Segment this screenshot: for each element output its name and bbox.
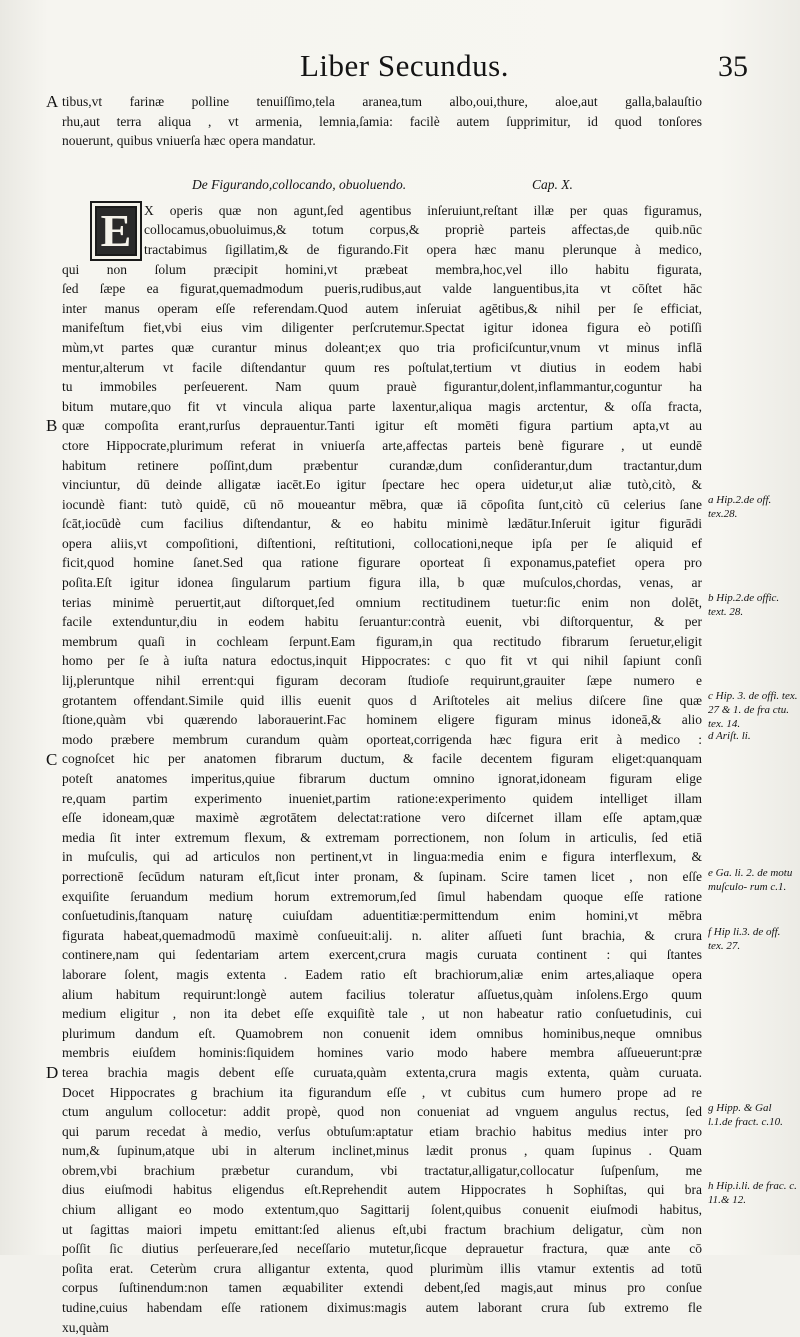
body-line: lij,pleruntque nihil errent:qui figuram decoram ſtudioſe requirunt,grauiter ſæpe numero e (62, 673, 702, 689)
chapter-heading (62, 175, 702, 201)
body-line: collocamus,obuoluimus,& totum corpus,& propriè parteis affectas,de quib.nūc (144, 222, 702, 238)
body-line: quæ compoſita erant,rurſus deprauentur.Tanti igitur eſt momēti figura partium apta,vt au (62, 418, 702, 434)
main-text-column (46, 92, 702, 1337)
body-line: mentur,alterum vt facile diſtendantur quum res poſtulat,tertium vt diutius in eodem habi (62, 359, 702, 375)
margin-note-h: h Hip.i.li. de frac. c. 11.& 12. (708, 1180, 797, 1207)
chapter-body (46, 201, 702, 1337)
section-letter-c: C (46, 749, 58, 769)
body-line: opera aliis,vt compoſitioni, diſtentioni, reſtitutioni, collocationi,neque ipſa per ſe aliquid ef (62, 535, 702, 551)
body-line: conſuetudinis,ſtanquam naturę cuiuſdam aduentitiæ:permittendum enim homini,vt mēbra (62, 908, 702, 924)
show-through-text (745, 96, 800, 256)
body-line: membrum quaſi in cochleam ſerpunt.Eam figuram,in qua rectitudo fibrarum ſeruetur,eligit (62, 633, 702, 649)
margin-note-f: f Hip li.3. de off. tex. 27. (708, 925, 781, 952)
body-line: exquiſite ſeruandum medium horum extremorum,ſed ſimul habendam quoque eſſe ratione (62, 888, 702, 904)
body-line: medium eligitur , non ita debet eſſe exquiſitè tale , ut non habeatur ratio conſuetudinis, cui (62, 1006, 702, 1022)
body-line: iocundè fiant: tutò quidē, cū nō moueantur mēbra, quæ iā cōpoſita ſunt,citò cū celerius ſane (62, 496, 702, 512)
drop-cap: E (90, 201, 142, 261)
body-line: X operis quæ non agunt,ſed agentibus inſeruiunt,reſtant illæ per quas figuramus, (144, 202, 702, 218)
body-line: media ſit inter extremum flexum, & extremam porrectionem, non ſolum in articulis, ſed etiā (62, 829, 702, 845)
body-line: in muſculis, qui ad articulos non pertinent,vt in lingua:media enim e figura interflexum, & (62, 849, 702, 865)
body-line: poſita.Eſt igitur idonea ſingularum partium figura illa, b quæ muſculos,chordas, venas, ar (62, 575, 702, 591)
body-line: terea brachia magis debent eſſe curuata,quàm extenta,crura magis extenta, quàm curuata. (62, 1064, 702, 1080)
body-line: porrectionē ſecūdum naturam eſt,ſicut inter pronam, & ſupinam. Scire tamen licet , non eſſe (62, 868, 702, 884)
body-line: facile extenduntur,diu in eodem habitu ſeruantur:contrà euenit, vbi diſtorquentur, & per (62, 614, 702, 630)
body-line: manifeſtum fiet,vbi eius vim diligenter perſcrutemur.Spectat igitur idonea figura eò potiſſi (62, 320, 702, 336)
margin-note-e: e Ga. li. 2. de motu muſculo- rum c.1. (708, 866, 793, 893)
body-line: corpus ſuſtinendum:non tamen æquabiliter extendi debent,ſed magis,aut minus pro conſue (62, 1280, 702, 1296)
body-line: mùm,vt partes quæ curantur minus doleant;ex quo tria proficiſcuntur,vnum vt minus inflā (62, 339, 702, 355)
page-header (0, 48, 800, 88)
body-line: plurimum dandum eſt. Quamobrem non conuenit idem omnibus hominibus,neque omnibus (62, 1025, 702, 1041)
body-line: homo per ſe à iuſta natura edoctus,inquit Hippocrates: c quo fit vt qui nihil ſapiunt conſi (62, 653, 702, 669)
margin-note-g: g Hipp. & Gal l.1.de fract. c.10. (708, 1102, 783, 1128)
margin-note-c: c Hip. 3. de offi. tex. 27 & 1. de fra ctu. tex. 14. (708, 690, 798, 731)
body-line: figurata habeat,quemadmodū maximè conſueuit:alij. n. aliter aſſueti ſunt brachia, & crura (62, 927, 702, 943)
body-line: tu immobiles perſeuerent. Nam quum prauè figurantur,dolent,inflammantur,coguntur ha (62, 379, 702, 395)
body-line: continere,nam qui ſedentariam artem exercent,crura magis curuata continent : qui ſtantes (62, 947, 702, 963)
body-line: inter manus operam eſſe referendam.Quod autem inſeruiat agētibus,& nihil per ſe efficiat, (62, 300, 702, 316)
page-number: 35 (718, 50, 748, 83)
body-line: ctum angulum collocetur: addit propè, quod non conueniat ad vnguem angulus rectus, ſed (62, 1104, 702, 1120)
body-line: ficit,quod homine ſanet.Sed qua ratione figurare oporteat ſi exponamus,patefiet opera pro (62, 555, 702, 571)
chapter-number: Cap. X. (532, 176, 573, 192)
body-line: grotantem offendant.Simile quid illis euenit quos d Ariſtoteles ait melius diſcere ſine quæ (62, 692, 702, 708)
body-line: num,& ſupinum,atque ubi in alterum inclinet,minus lædit pronus , quam ſupinus . Quam (62, 1143, 702, 1159)
section-letter-a: A (46, 92, 59, 111)
body-line: re,quam partim experimento inueniet,partim ratione:experimento quidem intelliget illam (62, 790, 702, 806)
section-letter-b: B (46, 416, 58, 436)
body-line: xu,quàm (62, 1319, 109, 1335)
margin-note-b: b Hip.2.de offic. text. 28. (708, 592, 780, 619)
body-line: chium alligant eo modo extentum,quo Sagittarij ſolent,quibus conuenit eiuſmodi habitus, (62, 1202, 702, 1218)
body-line: Docet Hippocrates g brachium ita figurandum eſſe , vt cubitus cum humero prope ad re (62, 1084, 702, 1100)
body-line: obrem,vbi brachium præbetur curandum, vbi tractatur,alligatur,collocatur ſuſpenſum, me (62, 1162, 702, 1178)
body-line: habitum retinere poſſint,dum præbentur curandæ,dum conſiderantur,dum tractantur,dum (62, 457, 702, 473)
chapter-title: De Figurando,collocando, obuoluendo. (192, 176, 407, 192)
body-line: terias minimè peruertit,aut diſtorquet,ſed omnium rectitudinem tuetur:ſic enim non dolēt, (62, 594, 702, 610)
body-line: ſcāt,iocūdè cum facilius diſtendantur, & eo habitu minimè lædātur.Inſeruit igitur figurādi (62, 516, 702, 532)
body-line: membris eiuſdem hominis:ſiquidem homines vario modo habere membra aſſueuerunt:præ (62, 1045, 702, 1061)
body-line: modo præbere membrum curandum quàm oporteat,corrigenda hæc figura erit à medico : (62, 731, 702, 747)
body-line: tudine,cuius habendam eſſe rationem diximus:magis autem laborant crura ſub extremo fle (62, 1300, 702, 1316)
body-line: tractabimus ſigillatim,& de figurando.Fit opera hæc manu plerunque à medico, (144, 241, 702, 257)
body-line: poteſt anatomes imperitus,quiue fibrarum ductum omnino ignorat,idoneam figuram elige (62, 771, 702, 786)
body-line: poſſit ſic diutius perſeuerare,ſed neceſſario mutetur,ſicque deprauetur fractura, quæ ante cō (62, 1241, 702, 1257)
body-line: qui parum recedat à medio, verſus obtuſum:aptatur etiam brachio habitus medius inter pro (62, 1123, 702, 1139)
body-line: qui non ſolum præcipit homini,vt præbeat membra,hoc,vel illo habitu figurata, (62, 261, 702, 277)
body-line: ut ſagittas maiori impetu emittant:ſed alienus eſt,ubi fractum brachium deligatur, cùm non (62, 1221, 702, 1237)
section-letter-d: D (46, 1063, 59, 1083)
opening-line: nouerunt, quibus vniuerſa hæc opera mandatur. (62, 133, 316, 149)
body-line: vinciuntur, dū deinde alligatæ iacēt.Eo igitur ſpectare hec opera uidetur,ut aliæ tutò,citò, & (62, 477, 702, 493)
body-line: cognoſcet hic per anatomen fibrarum ductum, & facile decentem figuram eliget:quanquam (62, 751, 702, 767)
body-line: alium habitum requirunt:longè autem facilius toleratur aſſuetus,quàm inſolens.Ergo quum (62, 986, 702, 1002)
body-line: bitum mutare,quo fit vt vincula aliqua parte laxentur,aliqua magis arctentur, & oſſa fracta, (62, 398, 702, 414)
body-line: dius eiuſmodi habitus eligendus eſt.Reprehendit autem Hippocrates h Sophiſtas, qui bra (62, 1182, 702, 1198)
opening-line: tibus,vt farinæ polline tenuiſſimo,tela aranea,tum albo,oui,thure, aloe,aut galla,balauſtio (62, 94, 702, 109)
body-line: eſſe idoneam,quæ maximè ægrotātem delectat:ratione vero diſcernet illam eſſe aptam,quæ (62, 810, 702, 826)
body-line: laborare ſolent, magis extenta . Eadem ratio eſt brachiorum,aliæ enim artes,aliaque opera (62, 966, 702, 982)
running-title: Liber Secundus. (300, 48, 509, 83)
body-line: ſed ſæpe ea figurat,quemadmodum pueris,rudibus,aut valde languentibus,ita vt cōſtet hāc (62, 281, 702, 297)
opening-paragraph (46, 92, 702, 151)
margin-note-d: d Ariſt. li. (708, 729, 751, 742)
body-line: ſtione,quàm vbi quærendo laborauerint.Fac hominem eligere figuram minus idoneā,& alio (62, 712, 702, 728)
opening-line: rhu,aut terra aliqua , vt armenia, lemnia,ſamia: facilè autem ſupprimitur, id quod tonſores (62, 113, 702, 129)
body-line: ctore Hippocrate,plurimum referat in vniuerſa arte,affectas parteis benè figurare , ut eundē (62, 437, 702, 453)
body-line: poſita erat. Ceterùm crura alligantur extenta, quod plurimùm illis vtamur extentis ad totū (62, 1260, 702, 1276)
margin-note-a: a Hip.2.de off. tex.28. (708, 494, 772, 521)
